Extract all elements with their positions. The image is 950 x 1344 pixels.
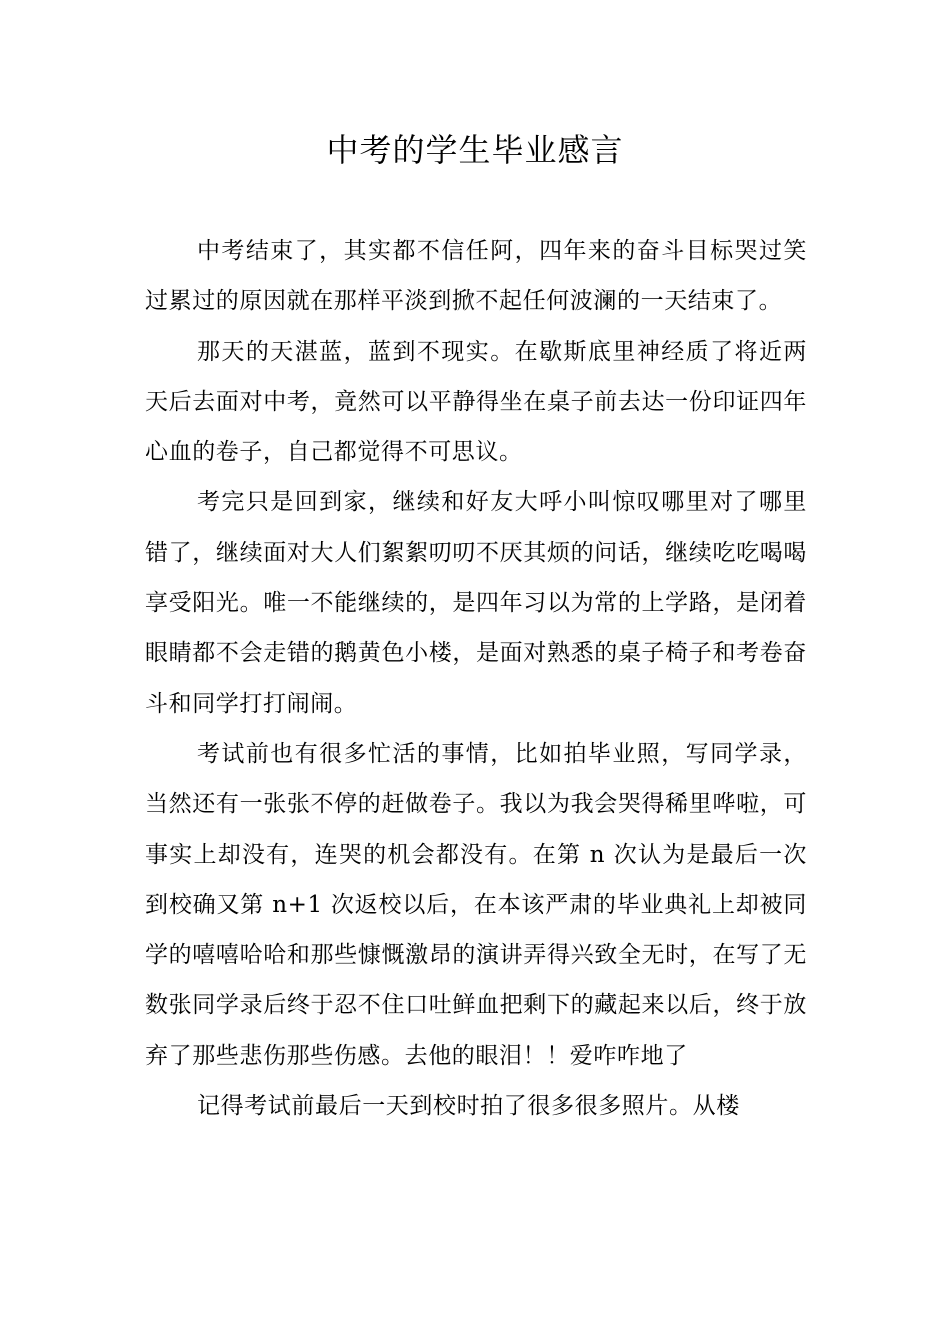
document-body [145,226,807,1131]
paragraph: 考完只是回到家，继续和好友大呼小叫惊叹哪里对了哪里错了，继续面对大人们絮絮叨叨不厌其烦的问话，继续吃吃喝喝享受阳光。唯一不能继续的，是四年习以为常的上学路，是闭着眼睛都不会走错的鹅黄色小楼，是面对熟悉的桌子椅子和考卷奋斗和同学打打闹闹。 [145,489,807,717]
document-title: 中考的学生毕业感言 [326,131,624,169]
paragraph: 中考结束了，其实都不信任阿，四年来的奋斗目标哭过笑过累过的原因就在那样平淡到掀不起任何波澜的一天结束了。 [145,238,807,315]
paragraph: 那天的天湛蓝，蓝到不现实。在歇斯底里神经质了将近两天后去面对中考，竟然可以平静得坐在桌子前去达一份印证四年心血的卷子，自己都觉得不可思议。 [145,338,807,466]
paragraph: 考试前也有很多忙活的事情，比如拍毕业照，写同学录，当然还有一张张不停的赶做卷子。我以为我会哭得稀里哗啦，可事实上却没有，连哭的机会都没有。在第 n 次认为是最后一次到校确又第 n+1 次返校以后，在本该严肃的毕业典礼上却被同学的嘻嘻哈哈和那些慷慨激昂的演讲弄得兴致全无时，在写了无数张同学录后终于忍不住口吐鲜血把剩下的藏起来以后，终于放弃了那些悲伤那些伤感。去他的眼泪！！爱咋咋地了 [145,740,807,1069]
paragraph: 记得考试前最后一天到校时拍了很多很多照片。从楼 [197,1093,740,1120]
